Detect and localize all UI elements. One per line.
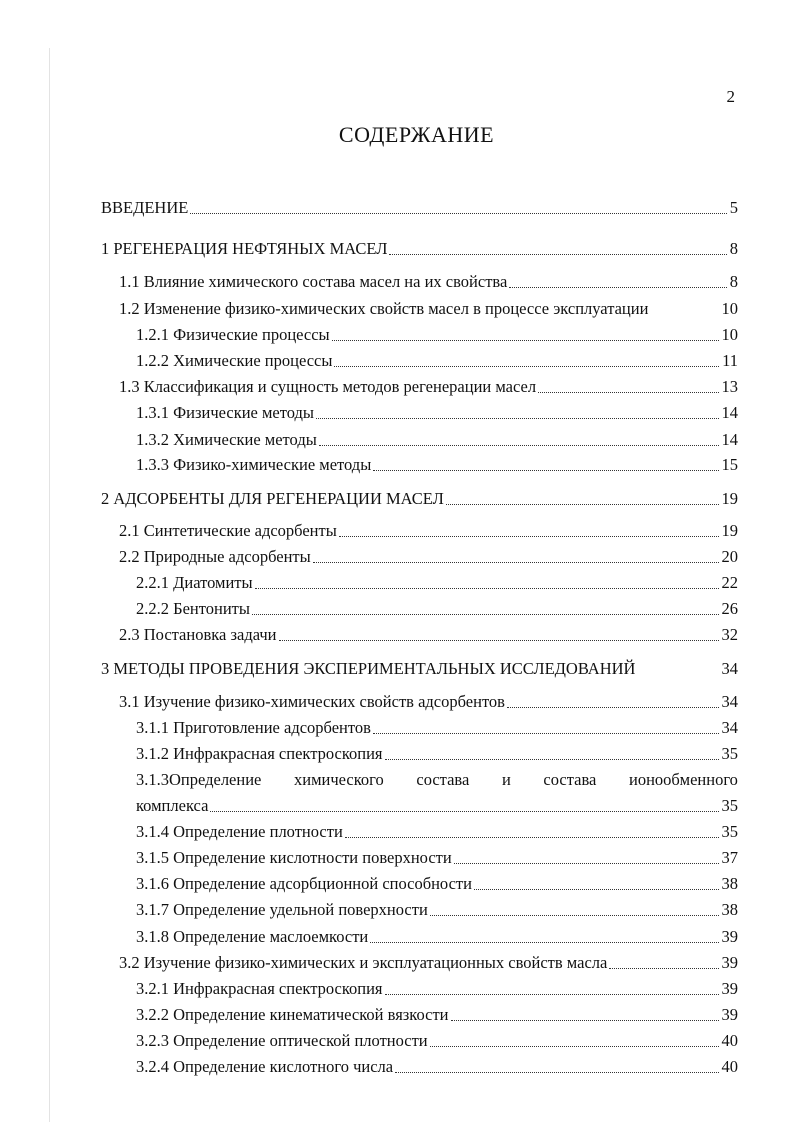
toc-entry-1-3[interactable] [119, 375, 738, 399]
toc-entry-text: 3.1.4 Определение плотности [136, 822, 343, 841]
toc-entry-text: 3.2.1 Инфракрасная спектроскопия [136, 979, 383, 998]
dot-leader [538, 392, 718, 393]
dot-leader [319, 445, 719, 446]
toc-entry-page: 35 [721, 822, 738, 841]
dot-leader [345, 837, 719, 838]
toc-entry-page: 19 [721, 521, 738, 540]
toc-entry-text: 3.2 Изучение физико-химических и эксплуатационных свойств масла [119, 953, 608, 972]
dot-leader [316, 418, 718, 419]
toc-entry-3-1-8[interactable] [136, 925, 738, 949]
toc-entry-page: 8 [729, 272, 738, 291]
toc-entry-text: комплекса [136, 796, 209, 815]
dot-leader [313, 562, 719, 563]
dot-leader [279, 640, 719, 641]
dot-leader [332, 340, 719, 341]
toc-entry-text: 3.1.5 Определение кислотности поверхности [136, 848, 452, 867]
toc-entry-page: 8 [729, 239, 738, 258]
page-number: 2 [726, 87, 735, 106]
dot-leader [430, 1046, 719, 1047]
toc-entry-page: 14 [721, 430, 738, 449]
dot-leader [395, 1072, 718, 1073]
toc-entry-chapter-1[interactable] [101, 237, 738, 261]
toc-entry-text: 3.2.2 Определение кинематической вязкости [136, 1005, 449, 1024]
toc-entry-page: 40 [721, 1031, 738, 1050]
toc-entry-text: 1.2.2 Химические процессы [136, 351, 333, 370]
toc-entry-text: 3.1.6 Определение адсорбционной способности [136, 874, 472, 893]
toc-entry-2-2-2[interactable] [136, 597, 738, 621]
toc-entry-3-1[interactable] [119, 690, 738, 714]
toc-entry-page: 37 [721, 848, 738, 867]
toc-word: и [501, 770, 511, 789]
toc-entry-page: 11 [722, 351, 738, 370]
toc-entry-2-3[interactable] [119, 623, 738, 647]
toc-entry-text: 3.1.2 Инфракрасная спектроскопия [136, 744, 383, 763]
dot-leader [334, 366, 719, 367]
toc-entry-page: 22 [721, 573, 738, 592]
toc-entry-text: 3.1.1 Приготовление адсорбентов [136, 718, 371, 737]
toc-entry-chapter-2[interactable] [101, 487, 738, 511]
toc-entry-3-1-1[interactable] [136, 716, 738, 740]
dot-leader [430, 915, 719, 916]
toc-entry-page: 39 [721, 979, 738, 998]
dot-leader [509, 287, 726, 288]
toc-entry-3-1-5[interactable] [136, 846, 738, 870]
toc-entry-1-2[interactable] [119, 297, 738, 321]
toc-entry-page: 39 [721, 1005, 738, 1024]
toc-entry-3-1-3[interactable] [136, 768, 738, 792]
toc-entry-text: 3 МЕТОДЫ ПРОВЕДЕНИЯ ЭКСПЕРИМЕНТАЛЬНЫХ ИССЛЕДОВАНИЙ [101, 659, 636, 678]
toc-entry-text: 1.3.1 Физические методы [136, 403, 315, 422]
toc-entry-page: 34 [721, 692, 738, 711]
toc-entry-page: 38 [721, 874, 738, 893]
toc-entry-page: 5 [729, 198, 738, 217]
toc-entry-1-2-2[interactable] [136, 349, 738, 373]
toc-entry-page: 39 [721, 953, 738, 972]
toc-entry-text: 2 АДСОРБЕНТЫ ДЛЯ РЕГЕНЕРАЦИИ МАСЕЛ [101, 489, 444, 508]
toc-entry-text-justified [136, 768, 738, 792]
toc-entry-1-3-1[interactable] [136, 401, 738, 425]
toc-entry-chapter-3[interactable] [101, 657, 738, 681]
toc-entry-3-1-6[interactable] [136, 872, 738, 896]
toc-entry-text: 2.1 Синтетические адсорбенты [119, 521, 337, 540]
dot-leader [373, 470, 718, 471]
toc-entry-page: 32 [721, 625, 738, 644]
toc-entry-3-2-3[interactable] [136, 1029, 738, 1053]
dot-leader [454, 863, 719, 864]
toc-entry-text: 2.2.1 Диатомиты [136, 573, 253, 592]
toc-entry-2-2-1[interactable] [136, 571, 738, 595]
toc-entry-1-3-3[interactable] [136, 453, 738, 477]
toc-entry-text: 2.2 Природные адсорбенты [119, 547, 311, 566]
toc-word: состава [543, 770, 597, 789]
dot-leader [507, 707, 719, 708]
toc-entry-page: 38 [721, 900, 738, 919]
toc-entry-text: 1.1 Влияние химического состава масел на их свойства [119, 272, 508, 291]
toc-entry-page: 19 [721, 489, 738, 508]
toc-entry-3-2-4[interactable] [136, 1055, 738, 1079]
toc-entry-1-1[interactable] [119, 270, 738, 294]
toc-entry-text: 3.1.8 Определение маслоемкости [136, 927, 369, 946]
toc-entry-text: 1.2 Изменение физико-химических свойств масел в процессе эксплуатации [119, 299, 649, 318]
toc-entry-text: 1.3 Классификация и сущность методов регенерации масел [119, 377, 537, 396]
dot-leader [252, 614, 719, 615]
dot-leader [255, 588, 719, 589]
dot-leader [385, 759, 719, 760]
toc-entry-text: 3.2.4 Определение кислотного числа [136, 1057, 394, 1076]
toc-entry-3-2[interactable] [119, 951, 738, 975]
toc-word: химического [294, 770, 384, 789]
toc-entry-page: 39 [721, 927, 738, 946]
dot-leader [370, 942, 718, 943]
toc-entry-text: 3.2.3 Определение оптической плотности [136, 1031, 428, 1050]
toc-entry-3-1-3-continuation[interactable] [136, 794, 738, 818]
toc-entry-page: 35 [721, 744, 738, 763]
toc-entry-page: 26 [721, 599, 738, 618]
dot-leader [210, 811, 718, 812]
toc-word: ионообменного [629, 770, 738, 789]
toc-entry-text: 1.2.1 Физические процессы [136, 325, 330, 344]
dot-leader [474, 889, 719, 890]
toc-word: 3.1.3Определение [136, 770, 262, 789]
dot-leader [385, 994, 719, 995]
toc-entry-text: 1 РЕГЕНЕРАЦИЯ НЕФТЯНЫХ МАСЕЛ [101, 239, 388, 258]
dot-leader [373, 733, 719, 734]
toc-entry-3-1-4[interactable] [136, 820, 738, 844]
toc-entry-text: 3.1.7 Определение удельной поверхности [136, 900, 428, 919]
toc-entry-page: 35 [721, 796, 738, 815]
toc-entry-3-1-2[interactable] [136, 742, 738, 766]
toc-entry-page: 34 [721, 718, 738, 737]
dot-leader [446, 504, 719, 505]
dot-leader [609, 968, 718, 969]
toc-entry-page: 13 [721, 377, 738, 396]
toc-entry-page: 15 [721, 455, 738, 474]
toc-entry-text: 3.1 Изучение физико-химических свойств адсорбентов [119, 692, 505, 711]
toc-entry-3-2-1[interactable] [136, 977, 738, 1001]
toc-entry-1-3-2[interactable] [136, 428, 738, 452]
toc-entry-text: ВВЕДЕНИЕ [101, 198, 189, 217]
toc-entry-2-1[interactable] [119, 519, 738, 543]
page-title: СОДЕРЖАНИЕ [338, 122, 495, 147]
toc-entry-3-1-7[interactable] [136, 898, 738, 922]
toc-entry-page: 34 [721, 659, 738, 678]
dot-leader [389, 254, 726, 255]
toc-entry-2-2[interactable] [119, 545, 738, 569]
toc-entry-text: 2.3 Постановка задачи [119, 625, 277, 644]
toc-entry-page: 10 [721, 299, 738, 318]
toc-entry-page: 14 [721, 403, 738, 422]
toc-entry-text: 1.3.3 Физико-химические методы [136, 455, 372, 474]
toc-entry-text: 1.3.2 Химические методы [136, 430, 317, 449]
toc-entry-text: 2.2.2 Бентониты [136, 599, 250, 618]
dot-leader [190, 213, 726, 214]
toc-entry-1-2-1[interactable] [136, 323, 738, 347]
toc-entry-3-2-2[interactable] [136, 1003, 738, 1027]
dot-leader [339, 536, 719, 537]
dot-leader [451, 1020, 719, 1021]
toc-entry-page: 10 [721, 325, 738, 344]
toc-entry-introduction[interactable] [101, 196, 738, 220]
toc-word: состава [416, 770, 470, 789]
toc-entry-page: 20 [721, 547, 738, 566]
toc-entry-page: 40 [721, 1057, 738, 1076]
